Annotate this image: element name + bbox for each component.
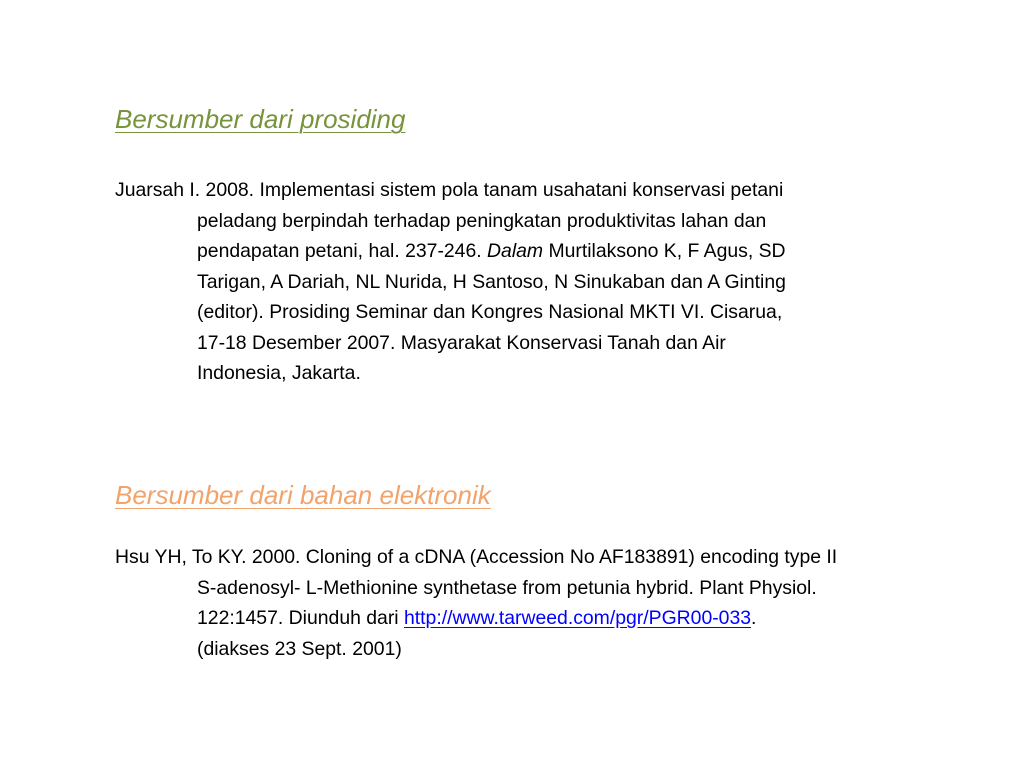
- reference-italic-dalam: Dalam: [487, 240, 544, 262]
- reference-line: Tarigan, A Dariah, NL Nurida, H Santoso, N Sinukaban dan A Ginting: [197, 270, 786, 293]
- reference-line: Indonesia, Jakarta.: [197, 362, 361, 384]
- reference-line: 17-18 Desember 2007. Masyarakat Konservasi Tanah dan Air: [197, 331, 726, 354]
- reference-elektronik: [115, 542, 965, 664]
- reference-line: Juarsah I. 2008. Implementasi sistem pola tanam usahatani konservasi petani: [115, 179, 784, 201]
- reference-line: Hsu YH, To KY. 2000. Cloning of a cDNA (Accession No AF183891) encoding type II: [115, 546, 838, 568]
- reference-line: (editor). Prosiding Seminar dan Kongres Nasional MKTI VI. Cisarua,: [197, 301, 783, 323]
- reference-line: [115, 603, 965, 634]
- reference-line: S-adenosyl- L-Methionine synthetase from petunia hybrid. Plant Physiol.: [197, 576, 817, 599]
- source-url-link[interactable]: http://www.tarweed.com/pgr/PGR00-033: [404, 607, 752, 629]
- reference-line: [115, 236, 965, 267]
- reference-text: .: [751, 607, 757, 629]
- reference-line: (diakses 23 Sept. 2001): [197, 637, 402, 660]
- reference-text: 122:1457. Diunduh dari: [197, 607, 404, 629]
- reference-line: peladang berpindah terhadap peningkatan produktivitas lahan dan: [197, 209, 767, 232]
- reference-text: Murtilaksono K, F Agus, SD: [543, 240, 786, 262]
- section-heading-elektronik: Bersumber dari bahan elektronik: [115, 480, 491, 510]
- section-heading-prosiding: Bersumber dari prosiding: [115, 104, 406, 134]
- reference-text: pendapatan petani, hal. 237-246.: [197, 240, 488, 262]
- reference-prosiding: [115, 175, 965, 389]
